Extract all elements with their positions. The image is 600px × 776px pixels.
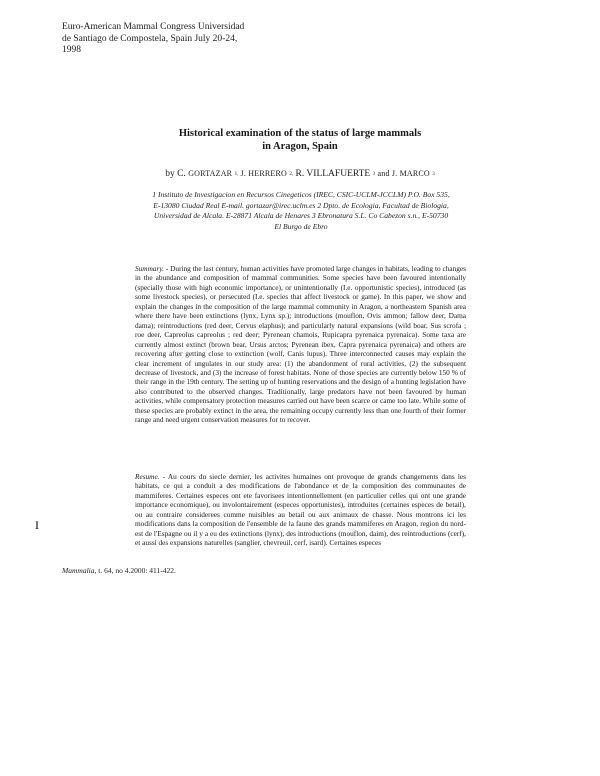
conference-line-1: Euro-American Mammal Congress Universidad (62, 22, 245, 32)
author-prefix: by C. (165, 169, 189, 179)
journal-name: Mammalia, (62, 566, 97, 575)
title-line-2: in Aragon, Spain (262, 141, 338, 152)
citation-details: t. 64, no 4.2000: 411-422. (96, 566, 176, 575)
journal-citation (62, 566, 362, 576)
author-3-affil-mark: 3 (372, 172, 376, 177)
conference-line-2: de Santiago de Compostela, Spain July 20-24, (62, 33, 238, 44)
resume-lead: Resume. (135, 472, 160, 481)
author-2-affil-mark: 2, (289, 172, 294, 177)
author-line (100, 168, 500, 180)
resume-abstract (135, 472, 466, 548)
affiliations (118, 190, 484, 232)
affiliation-line-2: E-13080 Ciudad Real E-mail. gortazar@irec.uclm.es 2 Dpto. de Ecologia, Facultad de Biologia, (153, 200, 449, 210)
resume-text: - Au cours du siecle dernier, les activites humaines ont provoque de grands changements dans les habitats, ce qui a conduit a des modifications de l'abondance et de la composition des communautes de mammiferes. Certaines especes ont ete favorisees intentionnellement (en particulier celles qui ont une grande importance economique), ou involontairement (especes opportunistes), introduites (certaines especes de betail), ou au contraire considerees comme nuisibles au betail ou aux animaux de chasse. Nous montrons ici les modifications dans la composition de l'ensemble de la faune des grands mammiferes en Aragon, region du nord-est de l'Espagne ou il y a eu des extinctions (lynx), des introductions (mouflon, daim), des reintroductions (cerf), et aussi des expansions naturelles (sanglier, chevreuil, cerf, isard). Certaines especes (135, 472, 466, 548)
author-3-name: R. VILLAFUERTE (293, 169, 371, 179)
affiliation-line-4: El Burgo de Ebro (274, 221, 328, 231)
margin-mark: I (35, 518, 39, 532)
author-4-affil-mark: 3 (432, 172, 435, 177)
summary-abstract (135, 264, 466, 425)
conference-line-3: 1998 (62, 45, 81, 55)
summary-lead: Summary. (135, 264, 164, 273)
author-4-name: and J. MARCO (377, 169, 430, 178)
affiliation-line-3: Universidad de Alcala. E-28871 Alcala de Henares 3 Ebronatura S.L. Co Cabezon s.n., E-50730 (153, 211, 449, 220)
summary-text: - During the last century, human activities have promoted large changes in habitats, leading to changes in the abundance and composition of mammal communities. Some species have been favoured intentionally (specially those with high economic importance), or unintentionally (I.e. opportunistic species), introduced (as some livestock species), or persecuted (I.e. species that affect livestock or game). In this paper, we show and explain the changes in the composition of the large mammal community in Aragon, a northeastern Spanish area where there have been extinctions (lynx, Lynx sp.); introductions (mouflon, Ovis ammon; fallow deer, Dama dama); reintroductions (red deer, Cervus elaphus); and particularly natural expansions (wild boar, Sus scrofa ; roe deer, Capreolus capreolus ; red deer; Pyrenean chamois, Rupicapra pyrenaica pyrenaica). Some taxa are currently almost extinct (brown bear, Ursus arctos; Pyrenean ibex, Capra pyrenaica pyrenaica) and others are recovering after getting close to extinction (wolf, Canis lupus). Three interconnected causes may explain the clear increment of ungulates in our study area: (1) the abandonment of rural activities, (2) the subsequent decrease of livestock, and (3) the increase of forest habitats. None of those species are currently below 150 % of their range in the 19th century. The setting up of hunting reservations and the design of a hunting legislation have also contributed to the observed changes. Traditionally, large predators have not been favoured by human activities, while compensatory protection measures carried out have been scarce or came too late. While some of these species are probably extinct in the area, the remaining occupy currently less than one fourth of their former range and need urgent conservation measures for to recover. (135, 264, 466, 425)
conference-header (62, 22, 322, 57)
paper-title (120, 127, 480, 153)
author-1-name: GORTAZAR (188, 169, 233, 178)
author-1-affil-mark: 1, (234, 172, 239, 177)
author-2-name: J. HERRERO (238, 169, 288, 178)
affiliation-line-1: 1 Instituto de Investigacion en Recursos Cinegeticos (IREC, CSIC-UCLM-JCCLM) P.O. Box 535, (152, 190, 450, 199)
title-line-1: Historical examination of the status of large mammals (178, 128, 422, 139)
